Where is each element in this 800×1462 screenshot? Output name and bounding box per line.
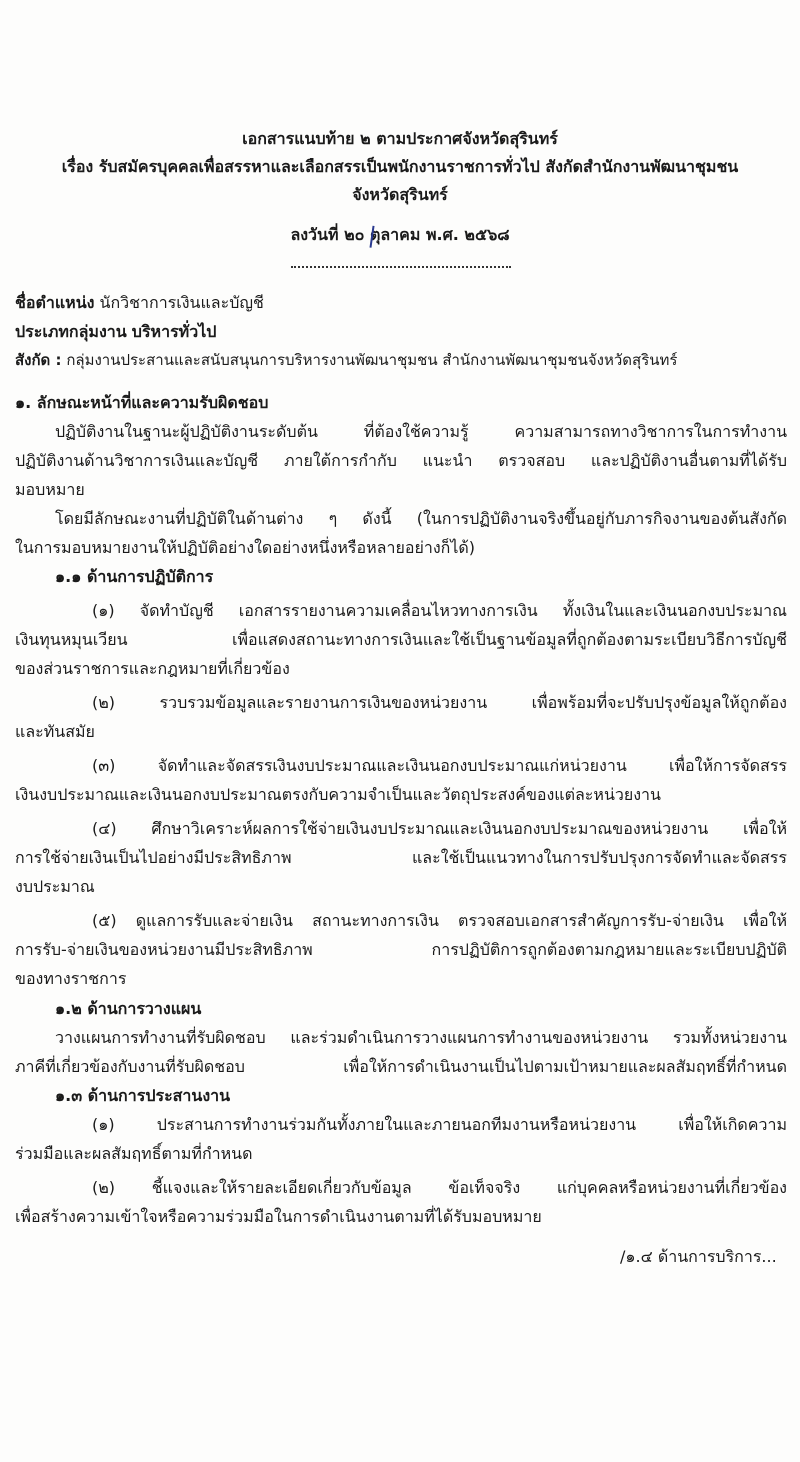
list-item: (๑) ประสานการทำงานร่วมกันทั้งภายในและภายนอกทีมงานหรือหน่วยงาน เพื่อให้เกิดความ <box>92 1115 787 1134</box>
list-item: งบประมาณ <box>15 877 95 896</box>
header-title: เอกสารแนบท้าย ๒ ตามประกาศจังหวัดสุรินทร์ <box>242 129 558 148</box>
list-item: เงินทุนหมุนเวียน เพื่อแสดงสถานะทางการเงินและใช้เป็นฐานข้อมูลที่ถูกต้องตามระเบียบวิธีการบัญชี <box>15 630 787 649</box>
intro-line: ในการมอบหมายงานให้ปฏิบัติอย่างใดอย่างหนึ่งหรือหลายอย่างก็ได้) <box>15 538 475 557</box>
list-item: (๑) จัดทำบัญชี เอกสารรายงานความเคลื่อนไหวทางการเงิน ทั้งเงินในและเงินนอกงบประมาณ <box>92 601 787 620</box>
dotted-divider <box>291 266 511 268</box>
list-item: (๔) ศึกษาวิเคราะห์ผลการใช้จ่ายเงินงบประมาณและเงินนอกงบประมาณของหน่วยงาน เพื่อให้ <box>92 819 787 838</box>
affiliation-value: กลุ่มงานประสานและสนับสนุนการบริหารงานพัฒนาชุมชน สำนักงานพัฒนาชุมชนจังหวัดสุรินทร์ <box>66 351 678 369</box>
header-subject: เรื่อง รับสมัครบุคคลเพื่อสรรหาและเลือกสรรเป็นพนักงานราชการทั่วไป สังกัดสำนักงานพัฒนาชุมชน <box>61 157 739 176</box>
section1-title: ๑. ลักษณะหน้าที่และความรับผิดชอบ <box>15 393 269 412</box>
intro-line: ปฏิบัติงานด้านวิชาการเงินและบัญชี ภายใต้การกำกับ แนะนำ ตรวจสอบ และปฏิบัติงานอื่นตามที่ได้รับ <box>15 451 787 470</box>
intro-line: มอบหมาย <box>15 480 85 499</box>
header-date: ลงวันที่ ๒๐ ตุลาคม พ.ศ. ๒๕๖๘ <box>290 225 510 244</box>
continuation-note: /๑.๔ ด้านการบริการ... <box>620 1247 777 1266</box>
list-item: เงินงบประมาณและเงินนอกงบประมาณตรงกับความจำเป็นและวัตถุประสงค์ของแต่ละหน่วยงาน <box>15 785 661 804</box>
position-name <box>15 292 264 314</box>
list-item: วางแผนการทำงานที่รับผิดชอบ และร่วมดำเนินการวางแผนการทำงานของหน่วยงาน รวมทั้งหน่วยงาน <box>55 1028 787 1047</box>
position-name-label: ชื่อตำแหน่ง <box>15 293 95 312</box>
subsection-1-3-title: ๑.๓ ด้านการประสานงาน <box>55 1086 231 1105</box>
list-item: ภาคีที่เกี่ยวข้องกับงานที่รับผิดชอบ เพื่อให้การดำเนินงานเป็นไปตามเป้าหมายและผลสัมฤทธิ์ที่กำหนด <box>15 1057 787 1076</box>
subsection-1-2-title: ๑.๒ ด้านการวางแผน <box>55 999 202 1018</box>
position-name-value: นักวิชาการเงินและบัญชี <box>99 293 264 312</box>
list-item: เพื่อสร้างความเข้าใจหรือความร่วมมือในการดำเนินงานตามที่ได้รับมอบหมาย <box>15 1207 542 1226</box>
list-item: ของส่วนราชการและกฎหมายที่เกี่ยวข้อง <box>15 659 290 678</box>
list-item: การรับ-จ่ายเงินของหน่วยงานมีประสิทธิภาพ การปฏิบัติการถูกต้องตามกฎหมายและระเบียบปฏิบัติ <box>15 940 787 959</box>
list-item: และทันสมัย <box>15 722 95 741</box>
list-item: (๓) จัดทำและจัดสรรเงินงบประมาณและเงินนอกงบประมาณแก่หน่วยงาน เพื่อให้การจัดสรร <box>92 756 787 775</box>
affiliation-label: สังกัด : <box>15 351 62 369</box>
subsection-1-1-title: ๑.๑ ด้านการปฏิบัติการ <box>55 567 214 586</box>
list-item: (๕) ดูแลการรับและจ่ายเงิน สถานะทางการเงิน ตรวจสอบเอกสารสำคัญการรับ-จ่ายเงิน เพื่อให้ <box>92 911 787 930</box>
position-group-label: ประเภทกลุ่มงาน <box>15 322 127 341</box>
position-affiliation <box>15 349 677 371</box>
header-province: จังหวัดสุรินทร์ <box>352 185 448 204</box>
list-item: การใช้จ่ายเงินเป็นไปอย่างมีประสิทธิภาพ และใช้เป็นแนวทางในการปรับปรุงการจัดทำและจัดสรร <box>15 848 787 867</box>
intro-line: ปฏิบัติงานในฐานะผู้ปฏิบัติงานระดับต้น ที่ต้องใช้ความรู้ ความสามารถทางวิชาการในการทำงาน <box>55 422 787 441</box>
list-item: (๒) ชี้แจงและให้รายละเอียดเกี่ยวกับข้อมูล ข้อเท็จจริง แก่บุคคลหรือหน่วยงานที่เกี่ยวข้อง <box>92 1178 787 1197</box>
list-item: ร่วมมือและผลสัมฤทธิ์ตามที่กำหนด <box>15 1144 253 1163</box>
list-item: ของทางราชการ <box>15 969 127 988</box>
position-group-value: บริหารทั่วไป <box>131 322 217 341</box>
intro-line: โดยมีลักษณะงานที่ปฏิบัติในด้านต่าง ๆ ดังนี้ (ในการปฏิบัติงานจริงขึ้นอยู่กับภารกิจงานของต้นสังกัด <box>55 509 787 528</box>
position-group <box>15 321 216 343</box>
list-item: (๒) รวบรวมข้อมูลและรายงานการเงินของหน่วยงาน เพื่อพร้อมที่จะปรับปรุงข้อมูลให้ถูกต้อง <box>92 693 787 712</box>
